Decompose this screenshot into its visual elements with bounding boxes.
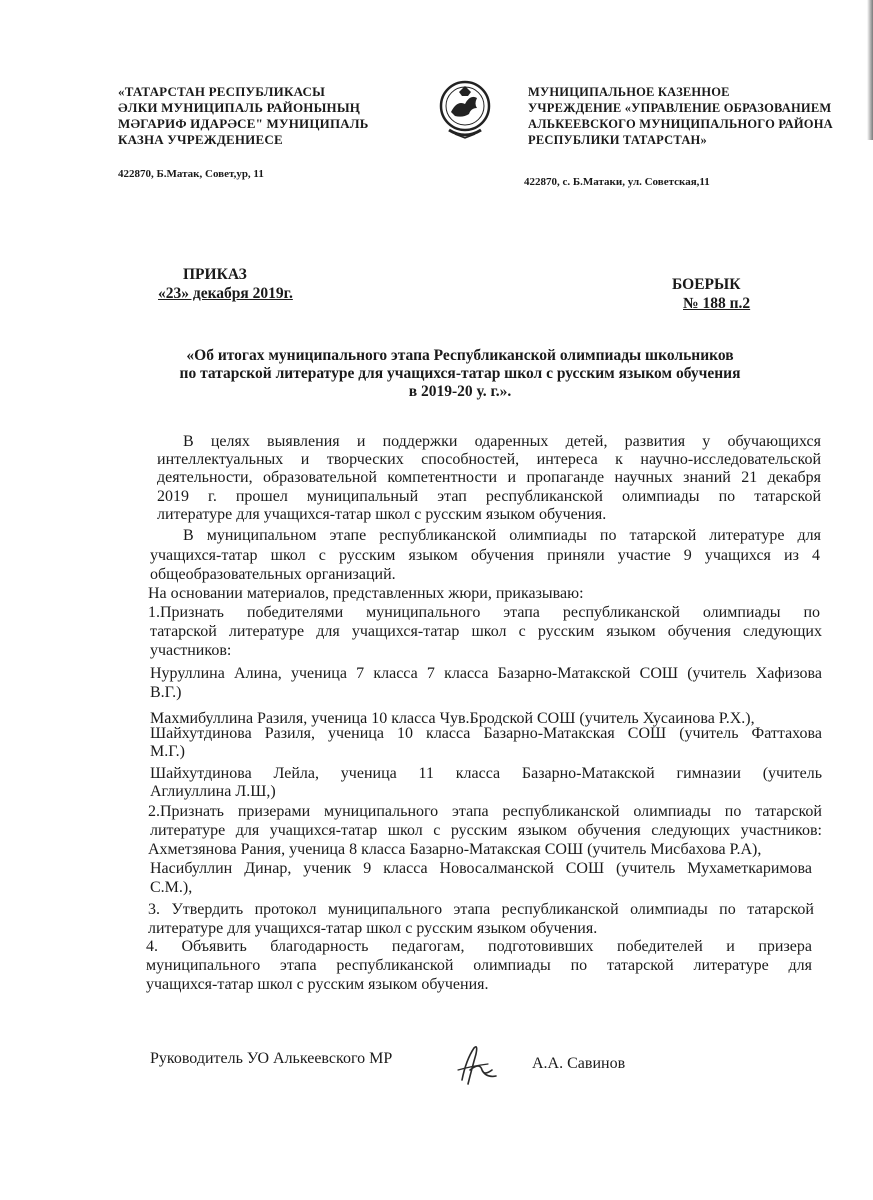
scan-edge-shadow [867, 0, 873, 140]
header-right-line: РЕСПУБЛИКИ ТАТАРСТАН» [528, 133, 707, 147]
body-line: 1.Признать победителями муниципального этапа республиканской олимпиады по [148, 604, 820, 621]
order-title-line: «Об итогах муниципального этапа Республиканской олимпиады школьников [186, 347, 734, 364]
winner-line: Шайхутдинова Разиля, ученица 10 класса Базарно-Матакская СОШ (учитель Фаттахова [150, 725, 822, 742]
header-left-line: ӘЛКИ МУНИЦИПАЛЬ РАЙОНЫНЫҢ [118, 100, 361, 115]
body-line: интеллектуальных и творческих способностей, интереса к научно-исследовательской [157, 451, 821, 468]
header-right-line: УЧРЕЖДЕНИЕ «УПРАВЛЕНИЕ ОБРАЗОВАНИЕМ [528, 101, 832, 115]
body-line: 4. Объявить благодарность педагогам, подготовивших победителей и призера [146, 938, 812, 955]
body-line: литературе для учащихся-татар школ с русским языком обучения. [148, 920, 598, 937]
header-right-address: 422870, с. Б.Матаки, ул. Советская,11 [524, 176, 710, 188]
body-line: муниципального этапа республиканской олимпиады по татарской литературе для [146, 957, 812, 974]
order-title-line: по татарской литературе для учащихся-татар школ с русским языком обучения [179, 365, 741, 382]
body-line: В муниципальном этапе республиканской олимпиады по татарской литературе для [183, 527, 821, 544]
body-line: литературе для учащихся-татар школ с русским языком обучения следующих участников: [150, 822, 822, 839]
header-left-line: МӘГАРИФ ИДАРӘСЕ" МУНИЦИПАЛЬ [118, 116, 369, 131]
order-date: «23» декабря 2019г. [158, 285, 293, 302]
body-line: участников: [150, 642, 232, 659]
winner-line: Шайхутдинова Лейла, ученица 11 класса Базарно-Матакской гимназии (учитель [150, 765, 822, 782]
order-title [150, 347, 770, 401]
header-left-line: «ТАТАРСТАН РЕСПУБЛИКАСЫ [118, 84, 326, 99]
header-left-line: КАЗНА УЧРЕЖДЕНИЕСЕ [118, 132, 283, 147]
body-line: деятельности, образовательной компетентности и пропаганде научных знаний 21 декабря [157, 469, 821, 486]
body-line: общеобразовательных организаций. [150, 566, 396, 583]
signature-position: Руководитель УО Алькеевского МР [150, 1050, 393, 1067]
winner-line: Махмибуллина Разиля, ученица 10 класса Чув.Бродской СОШ (учитель Хусаинова Р.Х.), [150, 710, 755, 727]
body-line: 3. Утвердить протокол муниципального этапа республиканской олимпиады по татарской [148, 901, 814, 918]
order-type-ru: ПРИКАЗ [183, 266, 247, 283]
order-type-tt: БОЕРЫК [672, 276, 741, 293]
body-line: учащихся-татар школ с русским языком обучения. [146, 976, 489, 993]
winner-line: В.Г.) [150, 684, 182, 701]
prizewinner-line: Ахметзянова Рания, ученица 8 класса Базарно-Матакская СОШ (учитель Мисбахова Р.А), [148, 841, 762, 858]
body-line: 2.Признать призерами муниципального этапа республиканской олимпиады по татарской [148, 803, 822, 820]
header-right-line: МУНИЦИПАЛЬНОЕ КАЗЕННОЕ [528, 85, 730, 99]
body-line: учащихся-татар школ с русским языком обучения приняли участие 9 учащихся из 4 [150, 547, 820, 564]
header-left-address: 422870, Б.Матак, Совет,ур, 11 [118, 168, 264, 180]
winner-line: Нуруллина Алина, ученица 7 класса 7 класса Базарно-Матакской СОШ (учитель Хафизова [150, 665, 822, 682]
body-line: На основании материалов, представленных жюри, приказываю: [148, 585, 584, 602]
header-right [528, 84, 833, 148]
prizewinner-line: С.М.), [150, 879, 193, 896]
order-number: № 188 п.2 [683, 295, 751, 312]
winner-line: Аглиуллина Л.Ш,) [150, 783, 276, 800]
prizewinner-line: Насибуллин Динар, ученик 9 класса Новосалманской СОШ (учитель Мухаметкаримова [150, 860, 812, 877]
header-left [118, 84, 369, 148]
handwritten-signature-icon [452, 1040, 502, 1088]
signature-name: А.А. Савинов [532, 1055, 626, 1072]
header-right-line: АЛЬКЕЕВСКОГО МУНИЦИПАЛЬНОГО РАЙОНА [528, 117, 833, 131]
body-line: В целях выявления и поддержки одаренных детей, развития у обучающихся [183, 433, 821, 450]
body-line: 2019 г. прошел муниципальный этап республиканской олимпиады по татарской [157, 488, 821, 505]
body-line: литературе для учащихся-татар школ с русским языком обучения. [157, 506, 607, 523]
winner-line: М.Г.) [150, 743, 185, 760]
tatarstan-coat-of-arms-icon [439, 78, 491, 140]
order-title-line: в 2019-20 у. г.». [408, 383, 512, 400]
body-line: татарской литературе для учащихся-татар школ с русским языком обучения следующих [150, 623, 822, 640]
